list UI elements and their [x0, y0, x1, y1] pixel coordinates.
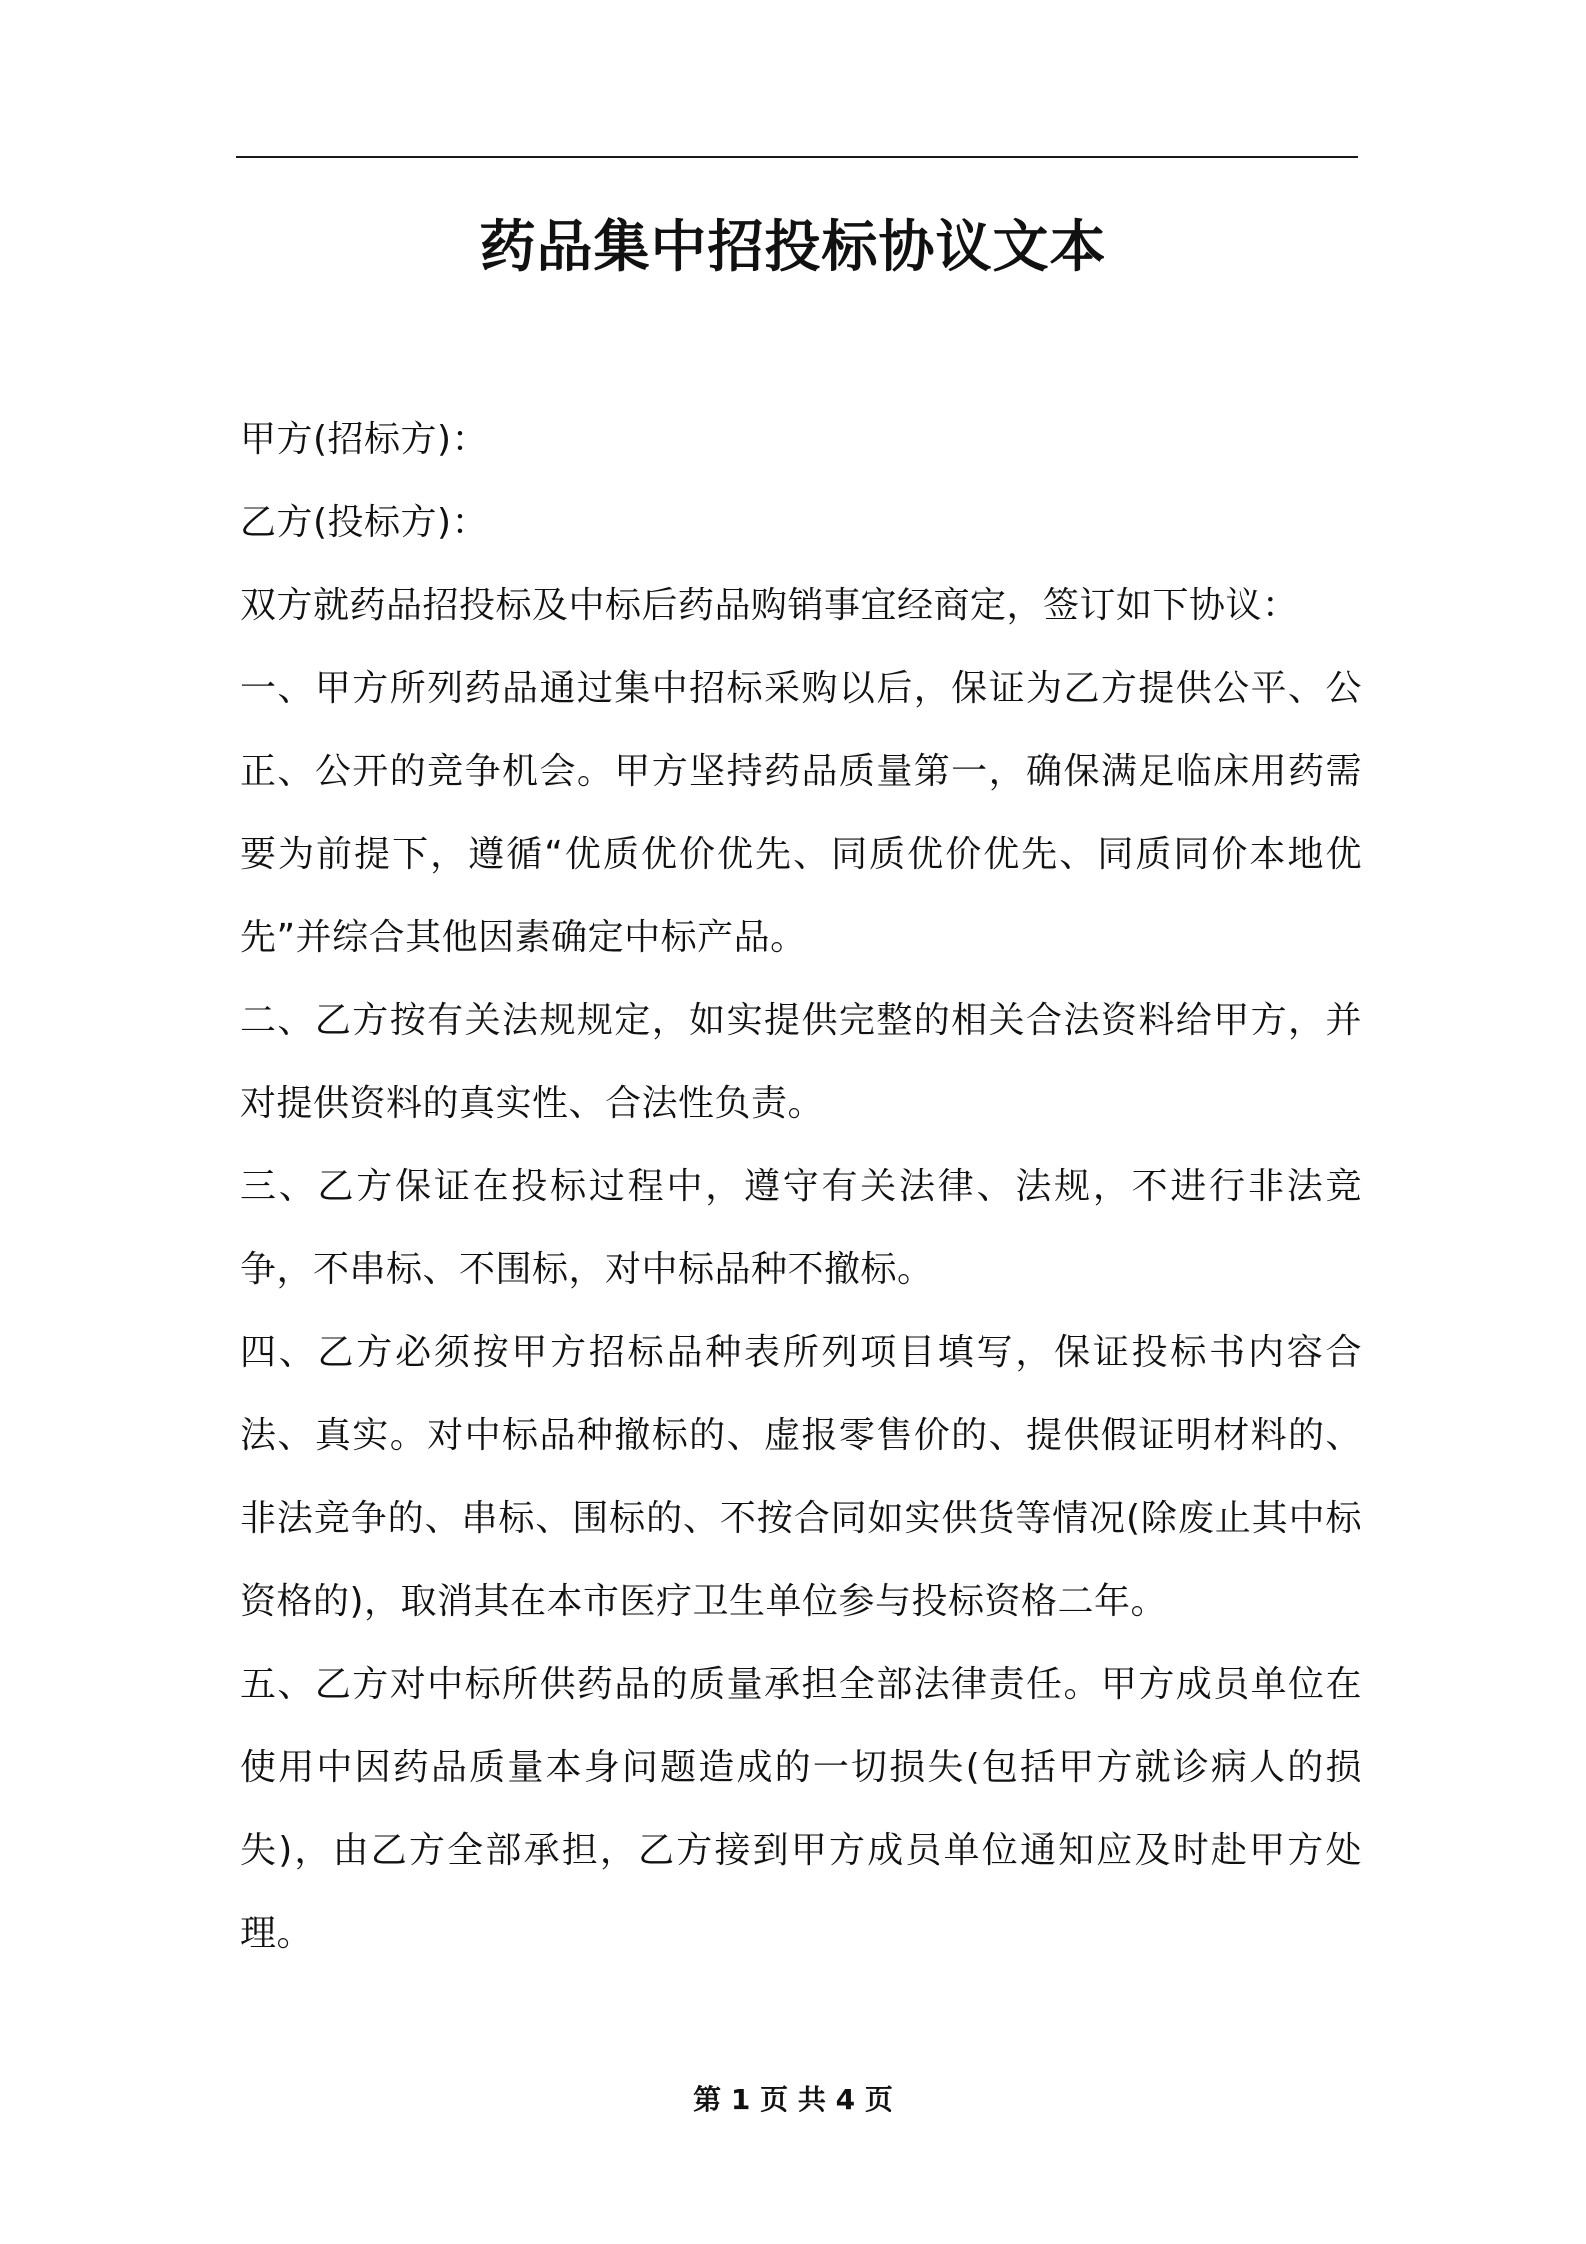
page-number-footer: 第 1 页 共 4 页 — [693, 2083, 893, 2116]
clause-2-paragraph: 二、乙方按有关法规规定，如实提供完整的相关合法资料给甲方，并对提供资料的真实性、合法性负责。 — [240, 1000, 1362, 1124]
document-title: 药品集中招投标协议文本 — [479, 215, 1107, 280]
party-a-line: 甲方(招标方)： — [240, 419, 489, 460]
clause-3-paragraph: 三、乙方保证在投标过程中，遵守有关法律、法规，不进行非法竞争，不串标、不围标，对中标品种不撤标。 — [240, 1166, 1362, 1290]
clause-5-paragraph: 五、乙方对中标所供药品的质量承担全部法律责任。甲方成员单位在使用中因药品质量本身问题造成的一切损失(包括甲方就诊病人的损失)，由乙方全部承担，乙方接到甲方成员单位通知应及时赴甲方处理。 — [240, 1664, 1362, 1954]
header-rule — [236, 156, 1358, 158]
document-body — [240, 398, 1362, 1975]
preamble-paragraph: 双方就药品招投标及中标后药品购销事宜经商定，签订如下协议： — [240, 585, 1299, 626]
party-b-line: 乙方(投标方)： — [240, 502, 489, 543]
clause-1-paragraph: 一、甲方所列药品通过集中招标采购以后，保证为乙方提供公平、公正、公开的竞争机会。甲方坚持药品质量第一，确保满足临床用药需要为前提下，遵循“优质优价优先、同质优价优先、同质同价本地优先”并综合其他因素确定中标产品。 — [240, 668, 1362, 958]
clause-4-paragraph: 四、乙方必须按甲方招标品种表所列项目填写，保证投标书内容合法、真实。对中标品种撤标的、虚报零售价的、提供假证明材料的、非法竞争的、串标、围标的、不按合同如实供货等情况(除废止其中标资格的)，取消其在本市医疗卫生单位参与投标资格二年。 — [240, 1332, 1362, 1622]
